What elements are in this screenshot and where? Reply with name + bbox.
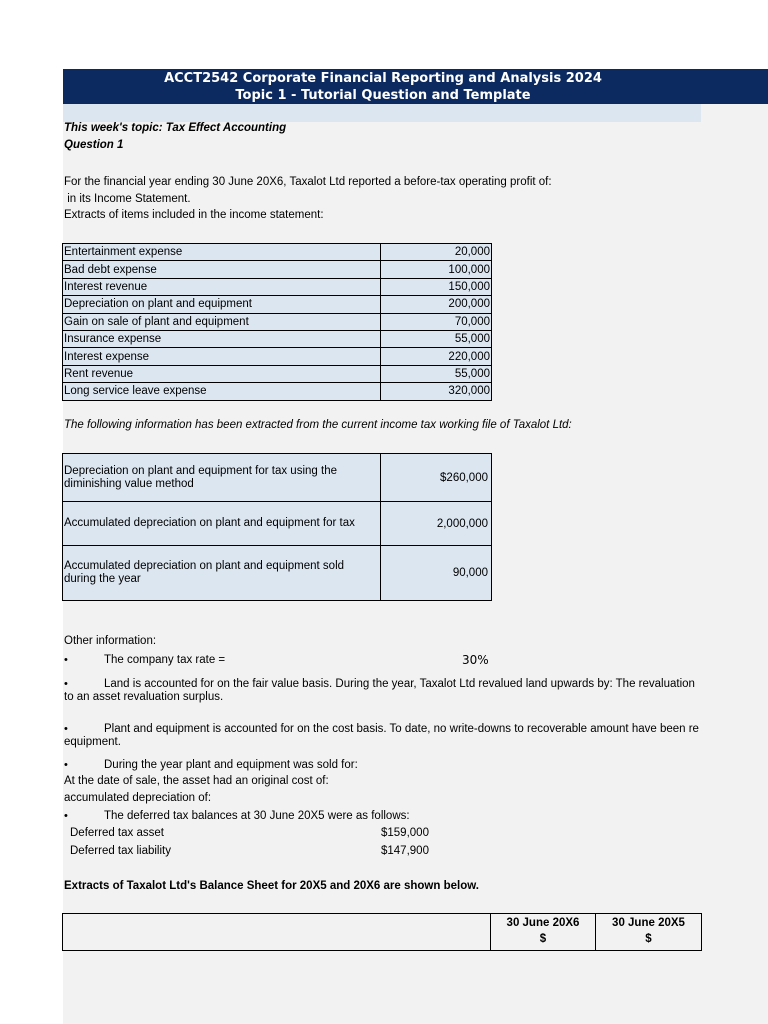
- income-row: [63, 244, 492, 261]
- bs-col-20x6-unit: $: [539, 933, 547, 945]
- bs-col-20x5-date: 30 June 20X5: [612, 917, 685, 929]
- income-row-value[interactable]: 200,000: [381, 296, 492, 313]
- title-line-2: Topic 1 - Tutorial Question and Template: [235, 88, 531, 103]
- income-row: [63, 348, 492, 365]
- question-heading: Question 1: [64, 139, 124, 151]
- tax-row: [63, 502, 492, 546]
- tax-row-value[interactable]: 2,000,000: [381, 502, 492, 546]
- tax-rate-label: The company tax rate =: [104, 654, 226, 666]
- income-row-value[interactable]: 100,000: [381, 261, 492, 278]
- other-info-heading: Other information:: [64, 635, 157, 647]
- income-row-value[interactable]: 150,000: [381, 278, 492, 295]
- dtl-value[interactable]: $147,900: [381, 845, 429, 857]
- accum-dep-text: accumulated depreciation of:: [64, 792, 212, 804]
- income-row: [63, 330, 492, 347]
- land-text-2: to an asset revaluation surplus.: [64, 691, 224, 703]
- sold-text: During the year plant and equipment was sold for:: [104, 759, 358, 771]
- income-row-label[interactable]: Interest revenue: [63, 278, 381, 295]
- income-row: [63, 296, 492, 313]
- balance-sheet-heading: Extracts of Taxalot Ltd's Balance Sheet for 20X5 and 20X6 are shown below.: [64, 880, 479, 892]
- balance-sheet-table: [62, 913, 702, 951]
- income-row: [63, 313, 492, 330]
- bs-col-20x5-unit: $: [645, 933, 652, 945]
- income-items-table: [62, 243, 492, 401]
- intro-line-1: For the financial year ending 30 June 20X6, Taxalot Ltd reported a before-tax operating profit of:: [64, 176, 552, 188]
- tax-row-label[interactable]: Accumulated depreciation on plant and equipment for tax: [63, 502, 381, 546]
- income-row-value[interactable]: 20,000: [381, 244, 492, 261]
- tax-items-table: [62, 453, 492, 601]
- plant-text-2: equipment.: [64, 736, 121, 748]
- bs-col-20x6-date: 30 June 20X6: [506, 917, 580, 929]
- bs-label-header[interactable]: [63, 914, 491, 951]
- income-row: [63, 383, 492, 400]
- income-row-value[interactable]: 70,000: [381, 313, 492, 330]
- cost-text: At the date of sale, the asset had an original cost of:: [64, 775, 329, 787]
- income-row-label[interactable]: Long service leave expense: [63, 383, 381, 400]
- income-row-label[interactable]: Entertainment expense: [63, 244, 381, 261]
- topic-heading: This week's topic: Tax Effect Accounting: [64, 122, 287, 134]
- land-text-1: Land is accounted for on the fair value basis. During the year, Taxalot Ltd revalued land upwards by: The revaluation: [104, 678, 695, 690]
- tax-row-label[interactable]: Accumulated depreciation on plant and equipment sold during the year: [63, 546, 381, 601]
- income-row: [63, 278, 492, 295]
- dtl-label: Deferred tax liability: [70, 845, 171, 857]
- tax-row-value[interactable]: $260,000: [381, 454, 492, 502]
- income-row-label[interactable]: Bad debt expense: [63, 261, 381, 278]
- bs-col-20x5[interactable]: [596, 914, 702, 951]
- plant-text-1: Plant and equipment is accounted for on the cost basis. To date, no write-downs to recoverable amount have been re: [104, 723, 699, 735]
- income-row-value[interactable]: 320,000: [381, 383, 492, 400]
- bullet-1: •: [64, 654, 68, 666]
- title-banner: [63, 69, 768, 104]
- bullet-2: •: [64, 678, 68, 690]
- deferred-text: The deferred tax balances at 30 June 20X5 were as follows:: [104, 810, 410, 822]
- tax-rate-value[interactable]: 30%: [462, 653, 489, 667]
- tax-row: [63, 454, 492, 502]
- tax-file-intro: The following information has been extracted from the current income tax working file of Taxalot Ltd:: [64, 419, 572, 431]
- dta-value[interactable]: $159,000: [381, 827, 429, 839]
- dta-label: Deferred tax asset: [70, 827, 164, 839]
- income-row-label[interactable]: Gain on sale of plant and equipment: [63, 313, 381, 330]
- income-row-label[interactable]: Insurance expense: [63, 330, 381, 347]
- income-row: [63, 261, 492, 278]
- tax-row: [63, 546, 492, 601]
- income-row-value[interactable]: 55,000: [381, 330, 492, 347]
- income-row-label[interactable]: Depreciation on plant and equipment: [63, 296, 381, 313]
- bs-col-20x6[interactable]: [491, 914, 596, 951]
- income-row-value[interactable]: 220,000: [381, 348, 492, 365]
- tax-row-label[interactable]: Depreciation on plant and equipment for tax using the diminishing value method: [63, 454, 381, 502]
- intro-line-2: in its Income Statement.: [64, 193, 191, 205]
- bullet-4: •: [64, 759, 68, 771]
- income-row: [63, 365, 492, 382]
- intro-line-3: Extracts of items included in the income statement:: [64, 209, 324, 221]
- income-row-value[interactable]: 55,000: [381, 365, 492, 382]
- title-line-1: ACCT2542 Corporate Financial Reporting and Analysis 2024: [164, 71, 602, 86]
- income-row-label[interactable]: Interest expense: [63, 348, 381, 365]
- bullet-5: •: [64, 810, 68, 822]
- bullet-3: •: [64, 723, 68, 735]
- tax-row-value[interactable]: 90,000: [381, 546, 492, 601]
- subtitle-bar: [63, 104, 701, 122]
- income-row-label[interactable]: Rent revenue: [63, 365, 381, 382]
